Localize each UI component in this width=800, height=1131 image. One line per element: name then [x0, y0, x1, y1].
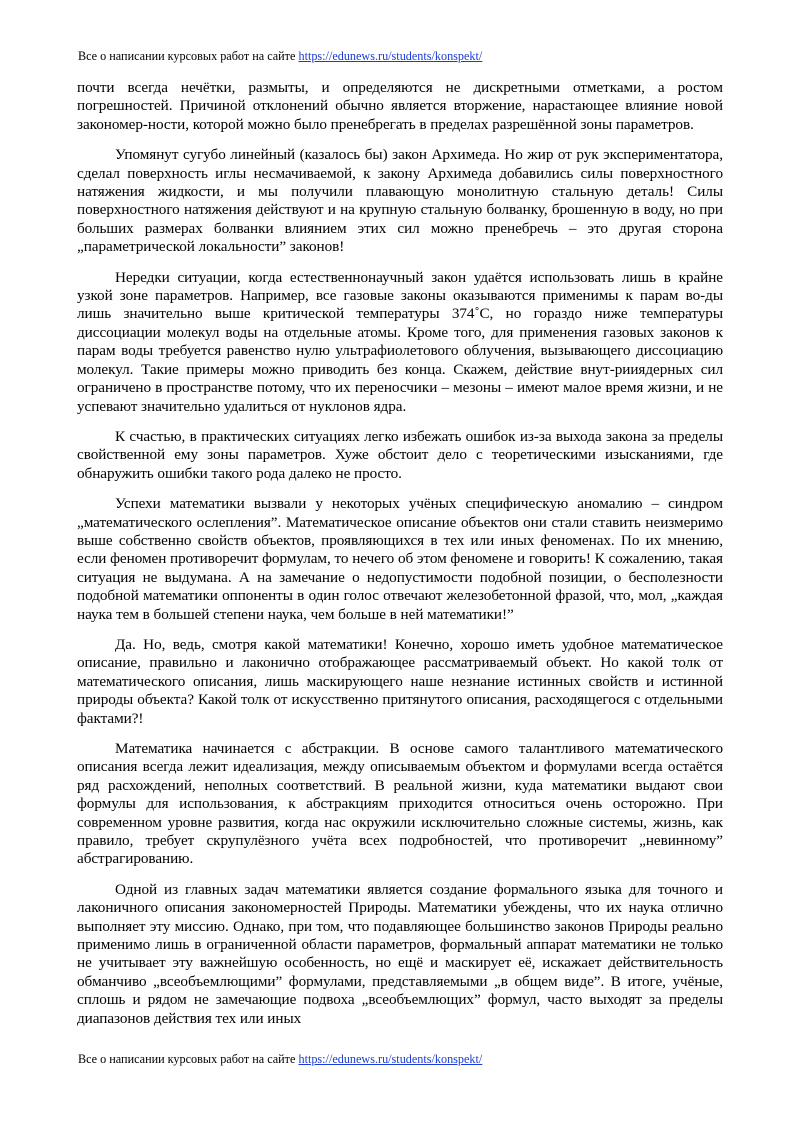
header-text: Все о написании курсовых работ на сайте [78, 49, 296, 63]
footer-link[interactable]: https://edunews.ru/students/konspekt/ [298, 1052, 483, 1066]
body-text [77, 79, 723, 1045]
paragraph-3: Нередки ситуации, когда естественнонаучный закон удаётся использовать лишь в крайне узкой зоне параметров. Например, все газовые законы оказываются применимы к парам во-ды лишь значительно выше критической температуры 374˚С, но гораздо ниже температуры диссоциации молекул воды на отдельные атомы. Кроме того, для применения газовых законов к парам воды требуется равенство нулю ультрафиолетового облучения, вызывающего диссоциацию молекул. Такие примеры можно приводить без конца. Скажем, действие внут-рииядерных сил ограничено в пространстве потому, что их переносчики – мезоны – имеют малое время жизни, и не успевают значительно удалиться от нуклонов ядра. [77, 268, 723, 415]
paragraph-2: Упомянут сугубо линейный (казалось бы) закон Архимеда. Но жир от рук экспериментатора, сделал поверхность иглы несмачиваемой, к закону Архимеда добавились силы поверхностного натяжения жидкости, и мы получили плавающую монолитную стальную деталь! Силы поверхностного натяжения действуют и на крупную стальную болванку, брошенную в воду, но при больших размерах болванки влиянием этих сил можно пренебречь – это другая сторона „параметрической локальности” законов! [77, 146, 723, 256]
footer-text: Все о написании курсовых работ на сайте [78, 1052, 296, 1066]
page-footer [78, 1051, 482, 1067]
page-header [78, 48, 482, 64]
paragraph-6: Да. Но, ведь, смотря какой математики! Конечно, хорошо иметь удобное математическое описание, правильно и лаконично отображающее рассматриваемый объект. Но какой толк от математического описания, лишь маскирующего наше незнание истинных свойств и истинной природы объекта? Какой толк от искусственно притянутого описания, расходящегося с отдельными фактами?! [77, 635, 723, 727]
paragraph-4: К счастью, в практических ситуациях легко избежать ошибок из-за выхода закона за пределы свойственной ему зоны параметров. Хуже обстоит дело с теоретическими изысканиями, где обнаружить ошибки такого рода далеко не просто. [77, 427, 723, 482]
paragraph-5: Успехи математики вызвали у некоторых учёных специфическую аномалию – синдром „математического ослепления”. Математическое описание объектов они стали ставить неизмеримо выше собственно свойств объектов, проявляющихся в тех или иных феноменах. По их мнению, если феномен противоречит формулам, то нечего об этом феномене и говорить! К сожалению, такая ситуация не выдумана. А на замечание о недопустимости подобной позиции, о бесполезности подобной математики оппоненты в один голос отвечают железобетонной фразой, что, мол, „каждая наука тем в большей степени наука, чем больше в ней математики!” [77, 495, 723, 623]
paragraph-7: Математика начинается с абстракции. В основе самого талантливого математического описания всегда лежит идеализация, между описываемым объектом и формулами всегда остаётся ряд расхождений, неполных соответствий. В реальной жизни, куда математики выдают свои формулы для использования, к абстракциям приходится относиться очень осторожно. При современном уровне развития, когда нас окружили исключительно сложные системы, жизнь, как правило, требует скрупулёзного учёта всех подробностей, что противоречит „невинному” абстрагированию. [77, 740, 723, 868]
header-link[interactable]: https://edunews.ru/students/konspekt/ [298, 49, 483, 63]
paragraph-8: Одной из главных задач математики является создание формального языка для точного и лаконичного описания закономерностей Природы. Математики убеждены, что их наука отлично выполняет эту миссию. Однако, при том, что подавляющее большинство законов Природы реально применимо лишь в ограниченной области параметров, формальный аппарат математики не только не учитывает эту важнейшую особенность, но ещё и маскирует её, искажает действительность обманчиво „всеобъемлющими” формулами, представляемыми „в общем виде”. В итоге, учёные, сплошь и рядом не замечающие подвоха „всеобъемлющих” формул, часто выходят за пределы диапазонов действия тех или иных [77, 880, 723, 1027]
paragraph-1: почти всегда нечётки, размыты, и определяются не дискретными отметками, а ростом погрешностей. Причиной отклонений обычно является вторжение, нарастающее влияние новой закономер-ности, которой можно было пренебрегать в пределах разрешённой зоны параметров. [77, 79, 723, 133]
